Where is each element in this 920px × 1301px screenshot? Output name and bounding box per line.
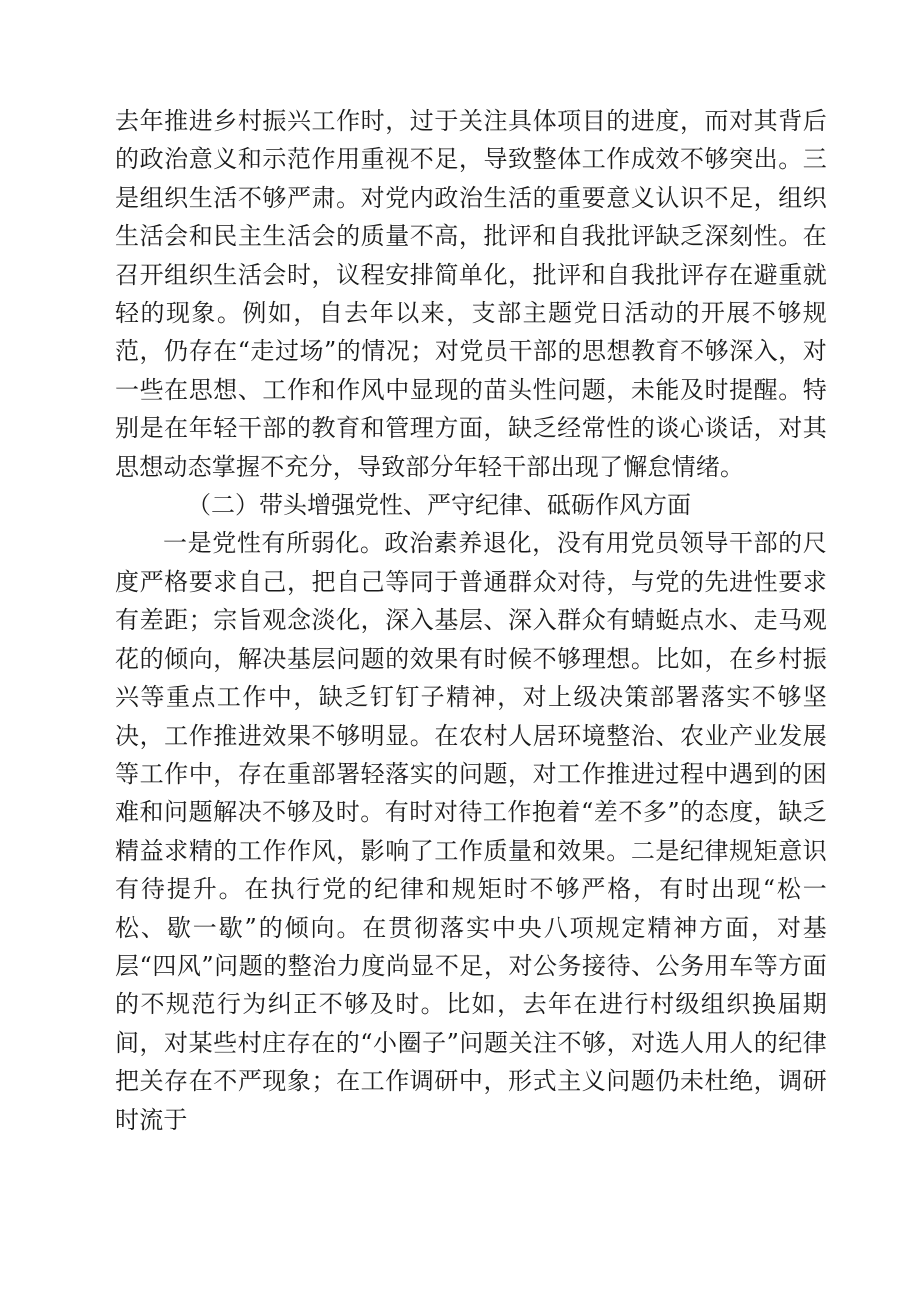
paragraph-party-spirit: 一是党性有所弱化。政治素养退化，没有用党员领导干部的尺度严格要求自己，把自己等同于普通群众对待，与党的先进性要求有差距；宗旨观念淡化，深入基层、深入群众有蜻蜓点水、走马观花的倾向，解决基层问题的效果有时候不够理想。比如，在乡村振兴等重点工作中，缺乏钉钉子精神，对上级决策部署落实不够坚决，工作推进效果不够明显。在农村人居环境整治、农业产业发展等工作中，存在重部署轻落实的问题，对工作推进过程中遇到的困难和问题解决不够及时。有时对待工作抱着“差不多”的态度，缺乏精益求精的工作作风，影响了工作质量和效果。二是纪律规矩意识有待提升。在执行党的纪律和规矩时不够严格，有时出现“松一松、歇一歇”的倾向。在贯彻落实中央八项规定精神方面，对基层“四风”问题的整治力度尚显不足，对公务接待、公务用车等方面的不规范行为纠正不够及时。比如，去年在进行村级组织换届期间，对某些村庄存在的“小圈子”问题关注不够，对选人用人的纪律把关存在不严现象；在工作调研中，形式主义问题仍未杜绝，调研时流于 (115, 529, 827, 1134)
paragraph-continued: 去年推进乡村振兴工作时，过于关注具体项目的进度，而对其背后的政治意义和示范作用重视不足，导致整体工作成效不够突出。三是组织生活不够严肃。对党内政治生活的重要意义认识不足，组织生活会和民主生活会的质量不高，批评和自我批评缺乏深刻性。在召开组织生活会时，议程安排简单化，批评和自我批评存在避重就轻的现象。例如，自去年以来，支部主题党日活动的开展不够规范，仍存在“走过场”的情况；对党员干部的思想教育不够深入，对一些在思想、工作和作风中显现的苗头性问题，未能及时提醒。特别是在年轻干部的教育和管理方面，缺乏经常性的谈心谈话，对其思想动态掌握不充分，导致部分年轻干部出现了懈怠情绪。 (115, 107, 827, 481)
document-body (115, 102, 827, 1139)
section-heading: （二）带头增强党性、严守纪律、砥砺作风方面 (187, 491, 691, 520)
